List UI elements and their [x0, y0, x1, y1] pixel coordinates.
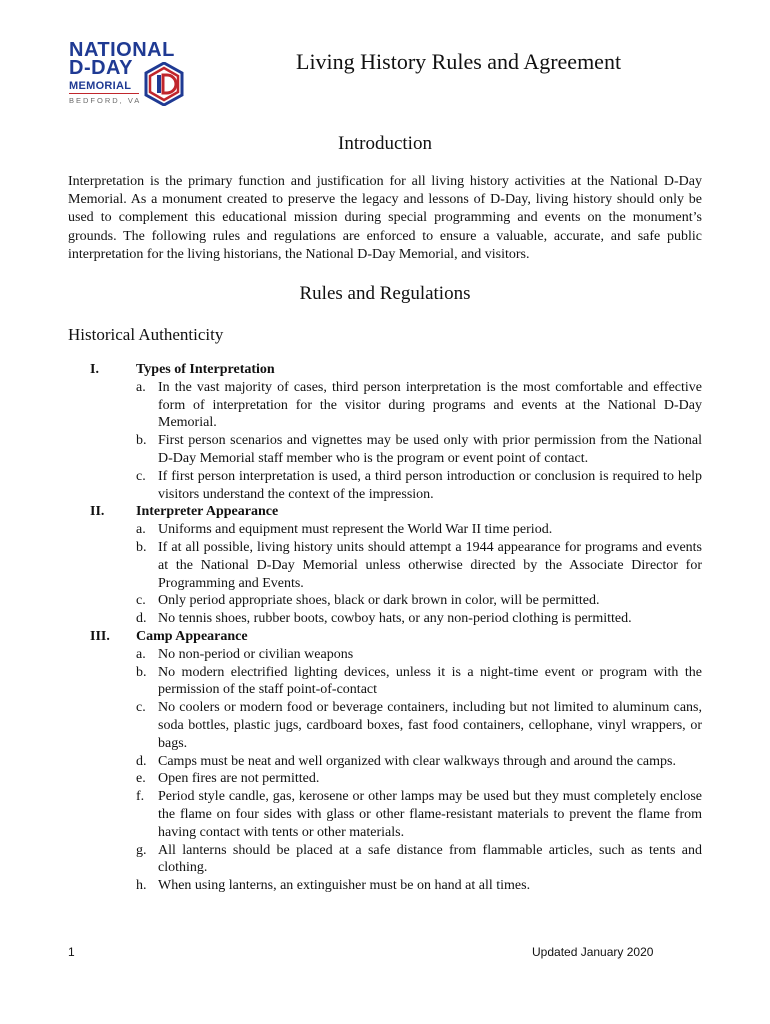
updated-date: Updated January 2020	[532, 945, 654, 959]
page-number: 1	[68, 945, 75, 959]
item-letter: d.	[136, 611, 147, 627]
section-interpreter-appearance	[68, 503, 702, 628]
item-text: All lanterns should be placed at a safe distance from flammable articles, such as tents and clothing.	[158, 842, 702, 876]
item-text: If first person interpretation is used, a third person introduction or conclusion is required to help visitors understand the context of the impression.	[158, 468, 702, 502]
section-title: Camp Appearance	[136, 628, 248, 644]
item-letter: b.	[136, 539, 147, 555]
section-number: III.	[90, 628, 110, 644]
item-letter: b.	[136, 433, 147, 449]
list-item	[68, 379, 702, 432]
item-letter: b.	[136, 664, 147, 680]
section-title: Types of Interpretation	[136, 362, 275, 377]
item-letter: g.	[136, 842, 147, 858]
document-title: Living History Rules and Agreement	[296, 49, 622, 74]
introduction-paragraph: Interpretation is the primary function and justification for all living history activities at the National D-Day Memorial. As a monument created to preserve the legacy and lessons of D-Day, living history should only be used to complement this educational mission during special programming and events on the monument’s grounds. The following rules and regulations are enforced to ensure a valuable, accurate, and safe public interpretation for the living historians, the National D-Day Memorial, and visitors.	[68, 174, 702, 262]
item-text: Period style candle, gas, kerosene or other lamps may be used but they must completely enclose the flame on four sides with glass or other flame-resistant materials to prevent the flame from having contact with tents or other materials.	[158, 789, 702, 840]
list-item	[68, 468, 702, 504]
list-item	[68, 842, 702, 878]
item-text: First person scenarios and vignettes may be used only with prior permission from the National D-Day Memorial staff member who is the program or event point of contact.	[158, 433, 702, 466]
item-text: No modern electrified lighting devices, unless it is a night-time event or program with the permission of the staff point-of-contact	[158, 664, 702, 698]
memorial-emblem-icon	[144, 62, 184, 106]
list-item	[68, 770, 702, 788]
item-letter: f.	[136, 789, 145, 805]
memorial-logo	[66, 40, 184, 112]
item-letter: a.	[136, 522, 146, 538]
section-title: Interpreter Appearance	[136, 504, 279, 520]
item-text: No non-period or civilian weapons	[158, 646, 354, 662]
logo-line-memorial: MEMORIAL	[69, 80, 132, 92]
list-item	[68, 592, 702, 610]
section-camp-appearance	[68, 628, 702, 895]
item-letter: a.	[136, 646, 146, 662]
item-text: In the vast majority of cases, third person interpretation is the most comfortable and effective form of interpretation for the visitor during programs and events at the National D-Day Memorial.	[158, 379, 702, 431]
list-item	[68, 521, 702, 539]
list-item	[68, 539, 702, 592]
section-types-of-interpretation	[68, 361, 702, 503]
item-text: If at all possible, living history units should attempt a 1944 appearance for programs and events at the National D-Day Memorial unless otherwise directed by the Associate Director for Programming and Events.	[158, 539, 702, 591]
item-text: Camps must be neat and well organized with clear walkways through and around the camps.	[158, 753, 676, 769]
list-item	[68, 610, 702, 628]
logo-divider	[69, 93, 139, 94]
logo-line-dday: D-DAY	[69, 57, 133, 79]
item-letter: c.	[136, 700, 146, 716]
item-text: When using lanterns, an extinguisher must be on hand at all times.	[158, 878, 531, 894]
section-number: II.	[90, 504, 105, 520]
item-text: No tennis shoes, rubber boots, cowboy hats, or any non-period clothing is permitted.	[158, 611, 632, 627]
item-letter: a.	[136, 379, 146, 395]
rules-heading: Rules and Regulations	[299, 283, 471, 304]
item-letter: e.	[136, 771, 146, 787]
logo-line-national: NATIONAL	[69, 39, 175, 61]
item-text: Open fires are not permitted.	[158, 771, 320, 787]
introduction-heading: Introduction	[338, 133, 432, 154]
rules-list	[68, 361, 702, 895]
item-letter: h.	[136, 878, 147, 894]
item-letter: c.	[136, 468, 146, 484]
historical-authenticity-heading: Historical Authenticity	[68, 325, 224, 344]
item-text: Only period appropriate shoes, black or dark brown in color, will be permitted.	[158, 593, 600, 609]
section-number: I.	[90, 362, 99, 377]
list-item	[68, 664, 702, 700]
item-text: Uniforms and equipment must represent the World War II time period.	[158, 522, 553, 538]
list-item	[68, 753, 702, 771]
list-item	[68, 788, 702, 841]
list-item	[68, 646, 702, 664]
logo-city: BEDFORD, VA	[69, 96, 142, 105]
list-item	[68, 432, 702, 468]
item-letter: d.	[136, 753, 147, 769]
list-item	[68, 877, 702, 895]
list-item	[68, 699, 702, 752]
item-text: No coolers or modern food or beverage containers, including but not limited to aluminum cans, soda bottles, plastic jugs, cardboard boxes, fast food containers, cellophane, vinyl wrappers, or bags.	[158, 700, 702, 751]
item-letter: c.	[136, 593, 146, 609]
